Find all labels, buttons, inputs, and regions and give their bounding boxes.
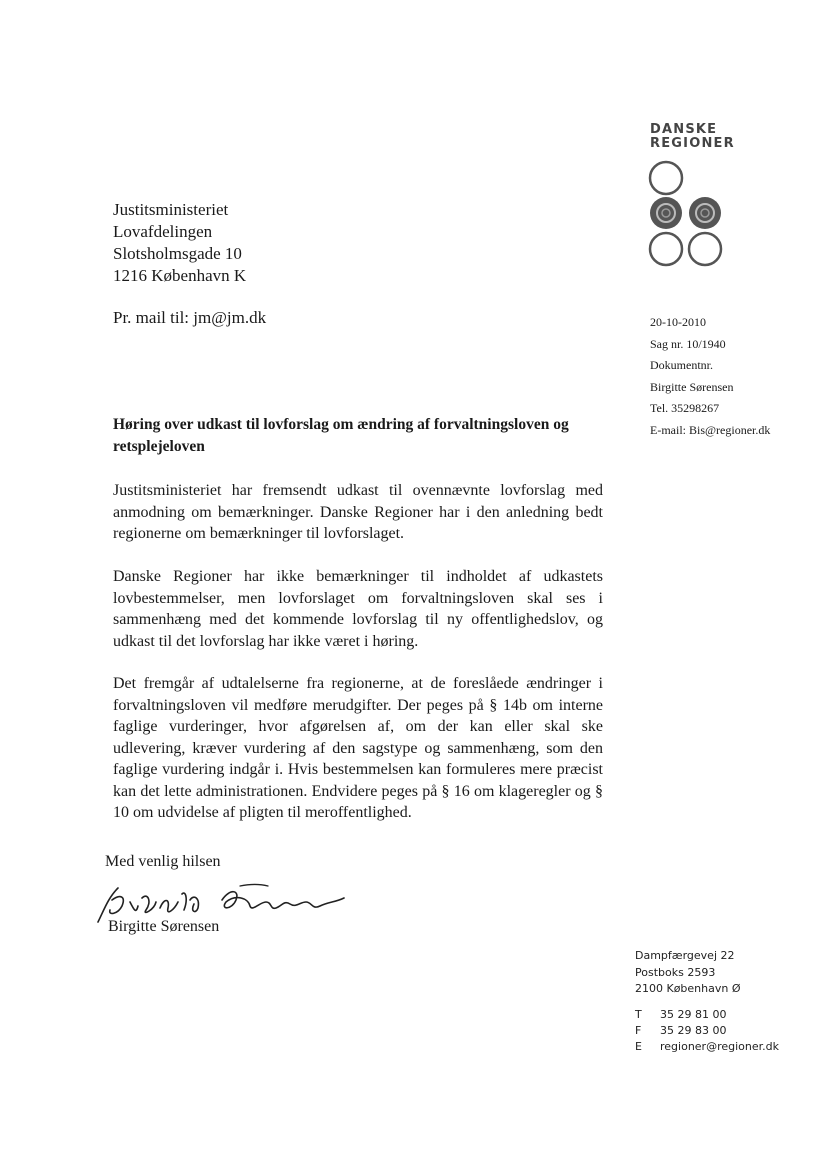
- logo-line-2: REGIONER: [650, 136, 735, 151]
- logo-wordmark: [650, 123, 735, 151]
- case-number: Sag nr. 10/1940: [650, 336, 726, 351]
- contact-key: T: [635, 1008, 642, 1021]
- body-paragraph: Justitsministeriet har fremsendt udkast til ovennævnte lovforslag med anmodning om bemærkninger. Danske Regioner har i den anledning bedt regionerne om bemærkninger til lovforslaget.: [113, 482, 603, 542]
- letter-metadata: [650, 312, 770, 442]
- recipient-line: Lovafdelingen: [113, 222, 213, 241]
- contact-value: regioner@regioner.dk: [660, 1040, 779, 1053]
- recipient-line: Justitsministeriet: [113, 200, 229, 219]
- letter-subject: Høring over udkast til lovforslag om ændring af forvaltningsloven og retsplejeloven: [113, 416, 569, 455]
- closing-greeting: Med venlig hilsen: [105, 853, 221, 870]
- recipient-line: 1216 København K: [113, 266, 247, 285]
- contact-phone: Tel. 35298267: [650, 401, 720, 416]
- contact-email: E-mail: Bis@regioner.dk: [650, 422, 771, 437]
- address-street: Dampfærgevej 22: [635, 949, 735, 962]
- body-paragraph: Det fremgår af udtalelserne fra regionerne, at de foreslåede ændringer i forvaltningsloven vil medføre merudgifter. Der peges på § 14b om interne faglige vurderinger, hvor afgørelsen af, om der kan eller skal ske udlevering, kræver vurdering af den sagstype og sammenhæng, som den faglige vurdering indgår i. Hvis bestemmelsen kan formuleres mere præcist kan det lette administrationen. Endvidere peges på § 16 om klageregler og § 10 om udvidelse af pligten til meroffentlighed.: [113, 675, 603, 821]
- sender-address: [635, 948, 741, 998]
- logo-line-1: DANSKE: [650, 122, 718, 137]
- contact-key: F: [635, 1024, 642, 1037]
- contact-value: 35 29 81 00: [660, 1008, 727, 1021]
- contact-key: E: [635, 1040, 642, 1053]
- body-paragraph: Danske Regioner har ikke bemærkninger til indholdet af udkastets lovbestemmelser, men lovforslaget om forvaltningsloven skal ses i sammenhæng med det kommende lovforslag til ny offentlighedslov, og udkast til det lovforslag har ikke været i høring.: [113, 568, 603, 650]
- document-number: Dokumentnr.: [650, 358, 713, 373]
- address-city: 2100 København Ø: [635, 982, 741, 995]
- signer-name: Birgitte Sørensen: [108, 918, 220, 935]
- sender-contacts: [635, 1007, 779, 1055]
- recipient-address: [113, 199, 246, 287]
- danske-regioner-logo-icon: [645, 158, 729, 270]
- contact-person: Birgitte Sørensen: [650, 379, 734, 394]
- contact-row-fax: [635, 1023, 779, 1039]
- recipient-line: Slotsholmsgade 10: [113, 244, 242, 263]
- mail-to-line: Pr. mail til: jm@jm.dk: [113, 308, 267, 327]
- contact-value: 35 29 83 00: [660, 1024, 727, 1037]
- contact-row-email: [635, 1039, 779, 1055]
- letter-date: 20-10-2010: [650, 315, 706, 329]
- contact-row-phone: [635, 1007, 779, 1023]
- address-po-box: Postboks 2593: [635, 965, 716, 979]
